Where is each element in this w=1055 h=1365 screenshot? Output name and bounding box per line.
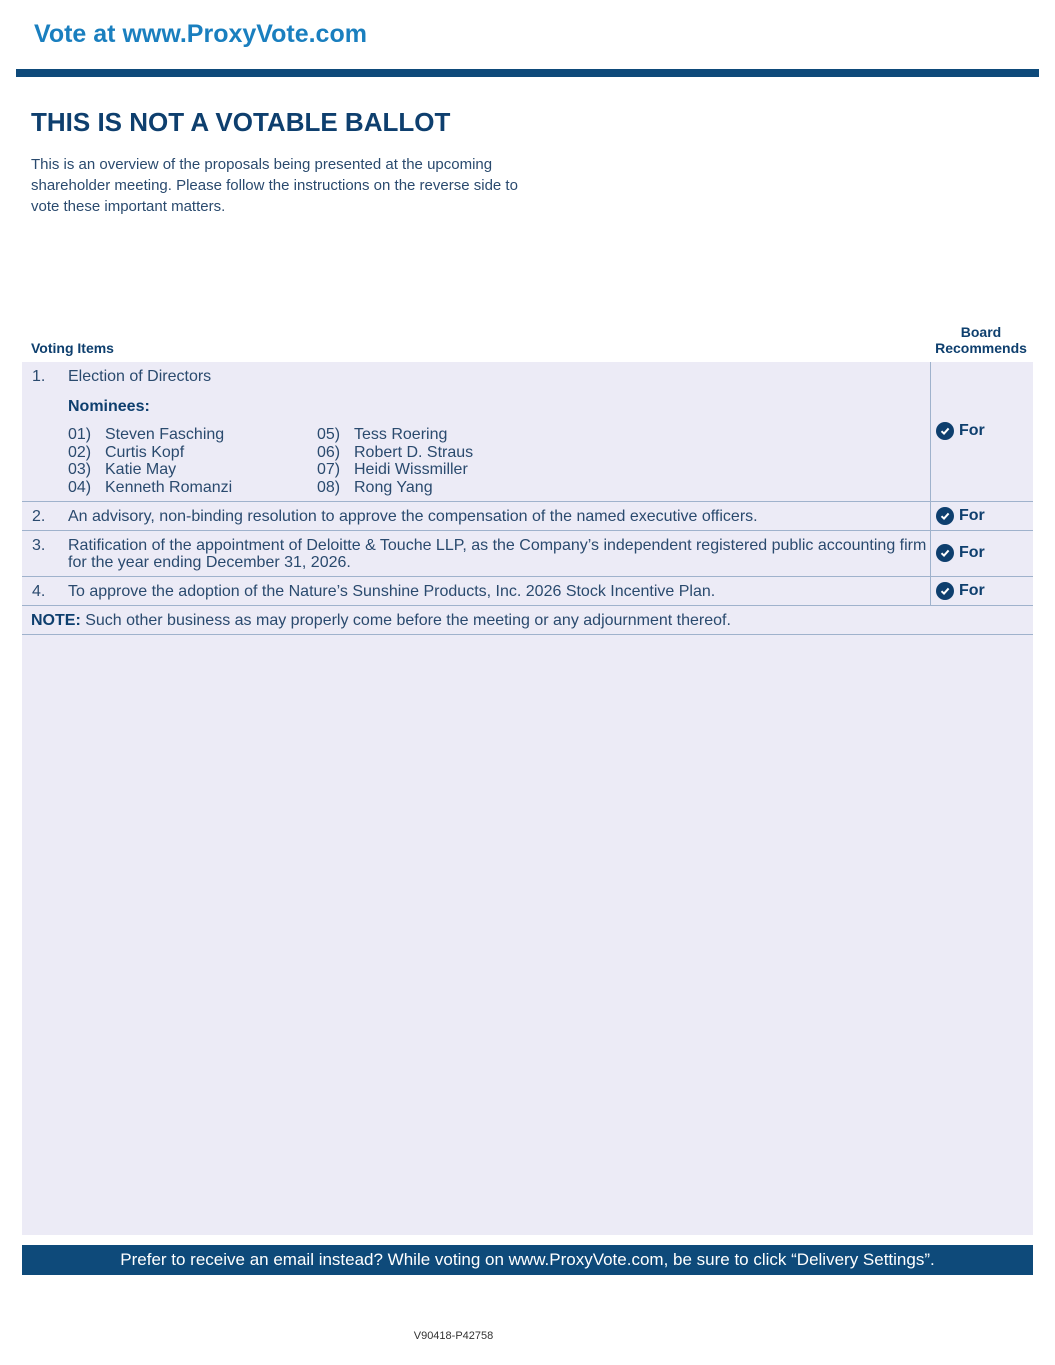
item-number: 4.: [32, 583, 46, 600]
board-recommends-line2: Recommends: [935, 340, 1027, 356]
recommendation-for: For: [936, 507, 985, 525]
item-text: An advisory, non-binding resolution to approve the compensation of the named executive officers.: [68, 508, 758, 525]
voting-item-1: [22, 362, 1033, 502]
voting-item-2: [22, 502, 1033, 531]
recommendation-for: For: [936, 582, 985, 600]
nominee: 05) Tess Roering: [317, 426, 448, 443]
nominees-column-1: [68, 426, 232, 496]
nominee: 01) Steven Fasching: [68, 426, 225, 443]
board-recommends-line1: Board: [960, 324, 1002, 340]
voting-item-3: [22, 531, 1033, 577]
nominee: 06) Robert D. Straus: [317, 443, 474, 461]
nominee: 03) Katie May: [68, 461, 177, 478]
recommendation-cell: [930, 502, 1033, 530]
recommendation-cell: [930, 531, 1033, 576]
item-text: To approve the adoption of the Nature’s Sunshine Products, Inc. 2026 Stock Incentive Plan.: [68, 583, 716, 600]
nominee: 04) Kenneth Romanzi: [68, 478, 233, 496]
board-recommends-header: [930, 324, 1032, 356]
top-divider: [16, 69, 1039, 77]
vote-link-heading: Vote at www.ProxyVote.com: [34, 20, 367, 48]
voting-item-4: [22, 577, 1033, 606]
item-text: Election of Directors: [68, 368, 212, 385]
nominees-label: Nominees:: [68, 398, 150, 415]
nominees-column-2: [317, 426, 473, 496]
nominee: 07) Heidi Wissmiller: [317, 461, 468, 478]
item-number: 3.: [32, 537, 46, 554]
intro-text: This is an overview of the proposals being presented at the upcoming shareholder meeting. Please follow the instructions on the reverse side to vote these important matters.: [31, 156, 518, 215]
note-body: Such other business as may properly come before the meeting or any adjournment thereof.: [80, 612, 731, 629]
page-title: THIS IS NOT A VOTABLE BALLOT: [31, 107, 451, 137]
note-label: NOTE:: [31, 612, 81, 629]
recommendation-for: For: [936, 544, 985, 562]
document-code: V90418-P42758: [413, 1330, 494, 1342]
note-row: [22, 606, 1033, 635]
recommendation-cell: [930, 577, 1033, 605]
item-number: 2.: [32, 508, 46, 525]
nominee: 02) Curtis Kopf: [68, 443, 185, 461]
check-circle-icon: [936, 582, 954, 600]
delivery-settings-banner: Prefer to receive an email instead? While voting on www.ProxyVote.com, be sure to click “Delivery Settings”.: [22, 1245, 1033, 1275]
item-text: Ratification of the appointment of Deloitte & Touche LLP, as the Company’s independent registered public accounting firm for the year ending December 31, 2026.: [68, 537, 927, 571]
nominee: 08) Rong Yang: [317, 478, 433, 496]
item-number: 1.: [32, 368, 46, 385]
note-text: [31, 612, 731, 630]
recommendation-cell: [930, 362, 1033, 501]
recommendation-for: For: [936, 422, 985, 440]
check-circle-icon: [936, 422, 954, 440]
check-circle-icon: [936, 507, 954, 525]
check-circle-icon: [936, 544, 954, 562]
voting-items-header: Voting Items: [31, 340, 114, 356]
